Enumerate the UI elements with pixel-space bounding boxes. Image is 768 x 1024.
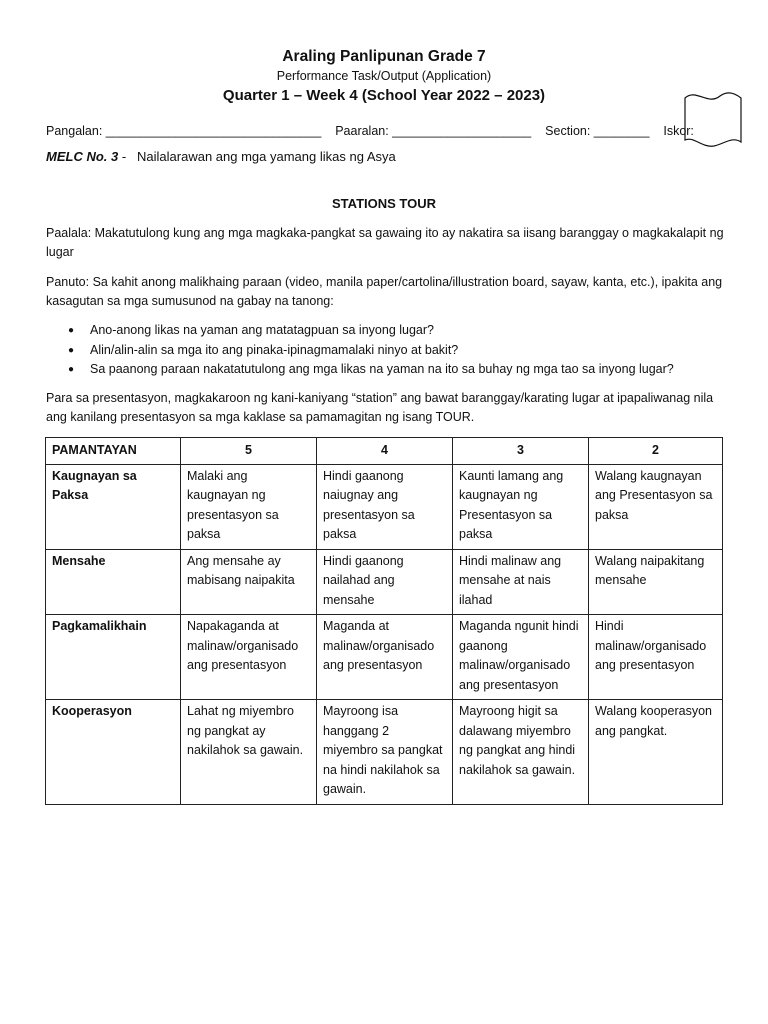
table-cell: Maganda at malinaw/organisado ang presentasyon: [317, 615, 453, 700]
table-row: [46, 549, 723, 615]
melc-separator: -: [118, 149, 130, 164]
table-cell: Ang mensahe ay mabisang naipakita: [181, 549, 317, 615]
table-cell: Mayroong higit sa dalawang miyembro ng pangkat ang hindi nakilahok sa gawain.: [453, 700, 589, 805]
criterion-cell: Kaugnayan sa Paksa: [46, 464, 181, 549]
score-box-icon: [682, 88, 744, 150]
column-header: 3: [453, 438, 589, 465]
column-header: 2: [589, 438, 723, 465]
table-row: [46, 615, 723, 700]
table-cell: Hindi gaanong naiugnay ang presentasyon sa paksa: [317, 464, 453, 549]
table-cell: Mayroong isa hanggang 2 miyembro sa pangkat na hindi nakilahok sa gawain.: [317, 700, 453, 805]
table-cell: Malaki ang kaugnayan ng presentasyon sa paksa: [181, 464, 317, 549]
table-cell: Hindi gaanong nailahad ang mensahe: [317, 549, 453, 615]
table-cell: Maganda ngunit hindi gaanong malinaw/organisado ang presentasyon: [453, 615, 589, 700]
column-header: 5: [181, 438, 317, 465]
list-item: ● Ano-anong likas na yaman ang matatagpuan sa inyong lugar?: [68, 321, 674, 341]
table-row: [46, 464, 723, 549]
table-cell: Kaunti lamang ang kaugnayan ng Presentasyon sa paksa: [453, 464, 589, 549]
list-item: ● Sa paanong paraan nakatatutulong ang mga likas na yaman na ito sa buhay ng mga tao sa inyong lugar?: [68, 360, 674, 380]
guide-questions-list: [68, 321, 674, 380]
student-info-line: [46, 124, 694, 138]
table-cell: Hindi malinaw ang mensahe at nais ilahad: [453, 549, 589, 615]
criterion-cell: Pagkamalikhain: [46, 615, 181, 700]
score-label: Iskor:: [663, 124, 694, 138]
table-cell: Walang naipakitang mensahe: [589, 549, 723, 615]
table-row: [46, 700, 723, 805]
quarter-heading: Quarter 1 – Week 4 (School Year 2022 – 2023): [222, 87, 546, 104]
document-subtitle: Performance Task/Output (Application): [276, 69, 492, 83]
name-field[interactable]: Pangalan: _______________________________: [46, 124, 322, 138]
school-field[interactable]: Paaralan: ____________________: [335, 124, 532, 138]
panuto-paragraph: Panuto: Sa kahit anong malikhaing paraan (video, manila paper/cartolina/illustration board, sayaw, kanta, etc.), ipakita ang kasagutan sa mga sumusunod na gabay na tanong:: [46, 275, 723, 308]
melc-text: Nailalarawan ang mga yamang likas ng Asya: [137, 149, 396, 164]
paalala-paragraph: Paalala: Makatutulong kung ang mga magkaka-pangkat sa gawaing ito ay nakatira sa iisang baranggay o magkakalapit ng lugar: [46, 226, 724, 259]
section-field[interactable]: Section: ________: [545, 124, 650, 138]
document-title: Araling Panlipunan Grade 7: [282, 48, 486, 65]
table-header-row: [46, 438, 723, 465]
criterion-cell: Mensahe: [46, 549, 181, 615]
column-header: PAMANTAYAN: [46, 438, 181, 465]
criterion-cell: Kooperasyon: [46, 700, 181, 805]
table-cell: Walang kooperasyon ang pangkat.: [589, 700, 723, 805]
rubric-table: [45, 437, 723, 805]
column-header: 4: [317, 438, 453, 465]
melc-line: [46, 149, 396, 164]
table-cell: Lahat ng miyembro ng pangkat ay nakilahok sa gawain.: [181, 700, 317, 805]
melc-label: MELC No. 3: [46, 149, 119, 164]
table-cell: Walang kaugnayan ang Presentasyon sa paksa: [589, 464, 723, 549]
presentation-note-paragraph: Para sa presentasyon, magkakaroon ng kani-kaniyang “station” ang bawat baranggay/karating lugar at ipapaliwanag nila ang kanilang presentasyon sa mga kaklase sa pamamagitan ng isang TOUR.: [46, 391, 714, 424]
table-cell: Hindi malinaw/organisado ang presentasyon: [589, 615, 723, 700]
table-cell: Napakaganda at malinaw/organisado ang presentasyon: [181, 615, 317, 700]
activity-title: STATIONS TOUR: [332, 196, 436, 211]
list-item: ● Alin/alin-alin sa mga ito ang pinaka-ipinagmamalaki ninyo at bakit?: [68, 341, 674, 361]
